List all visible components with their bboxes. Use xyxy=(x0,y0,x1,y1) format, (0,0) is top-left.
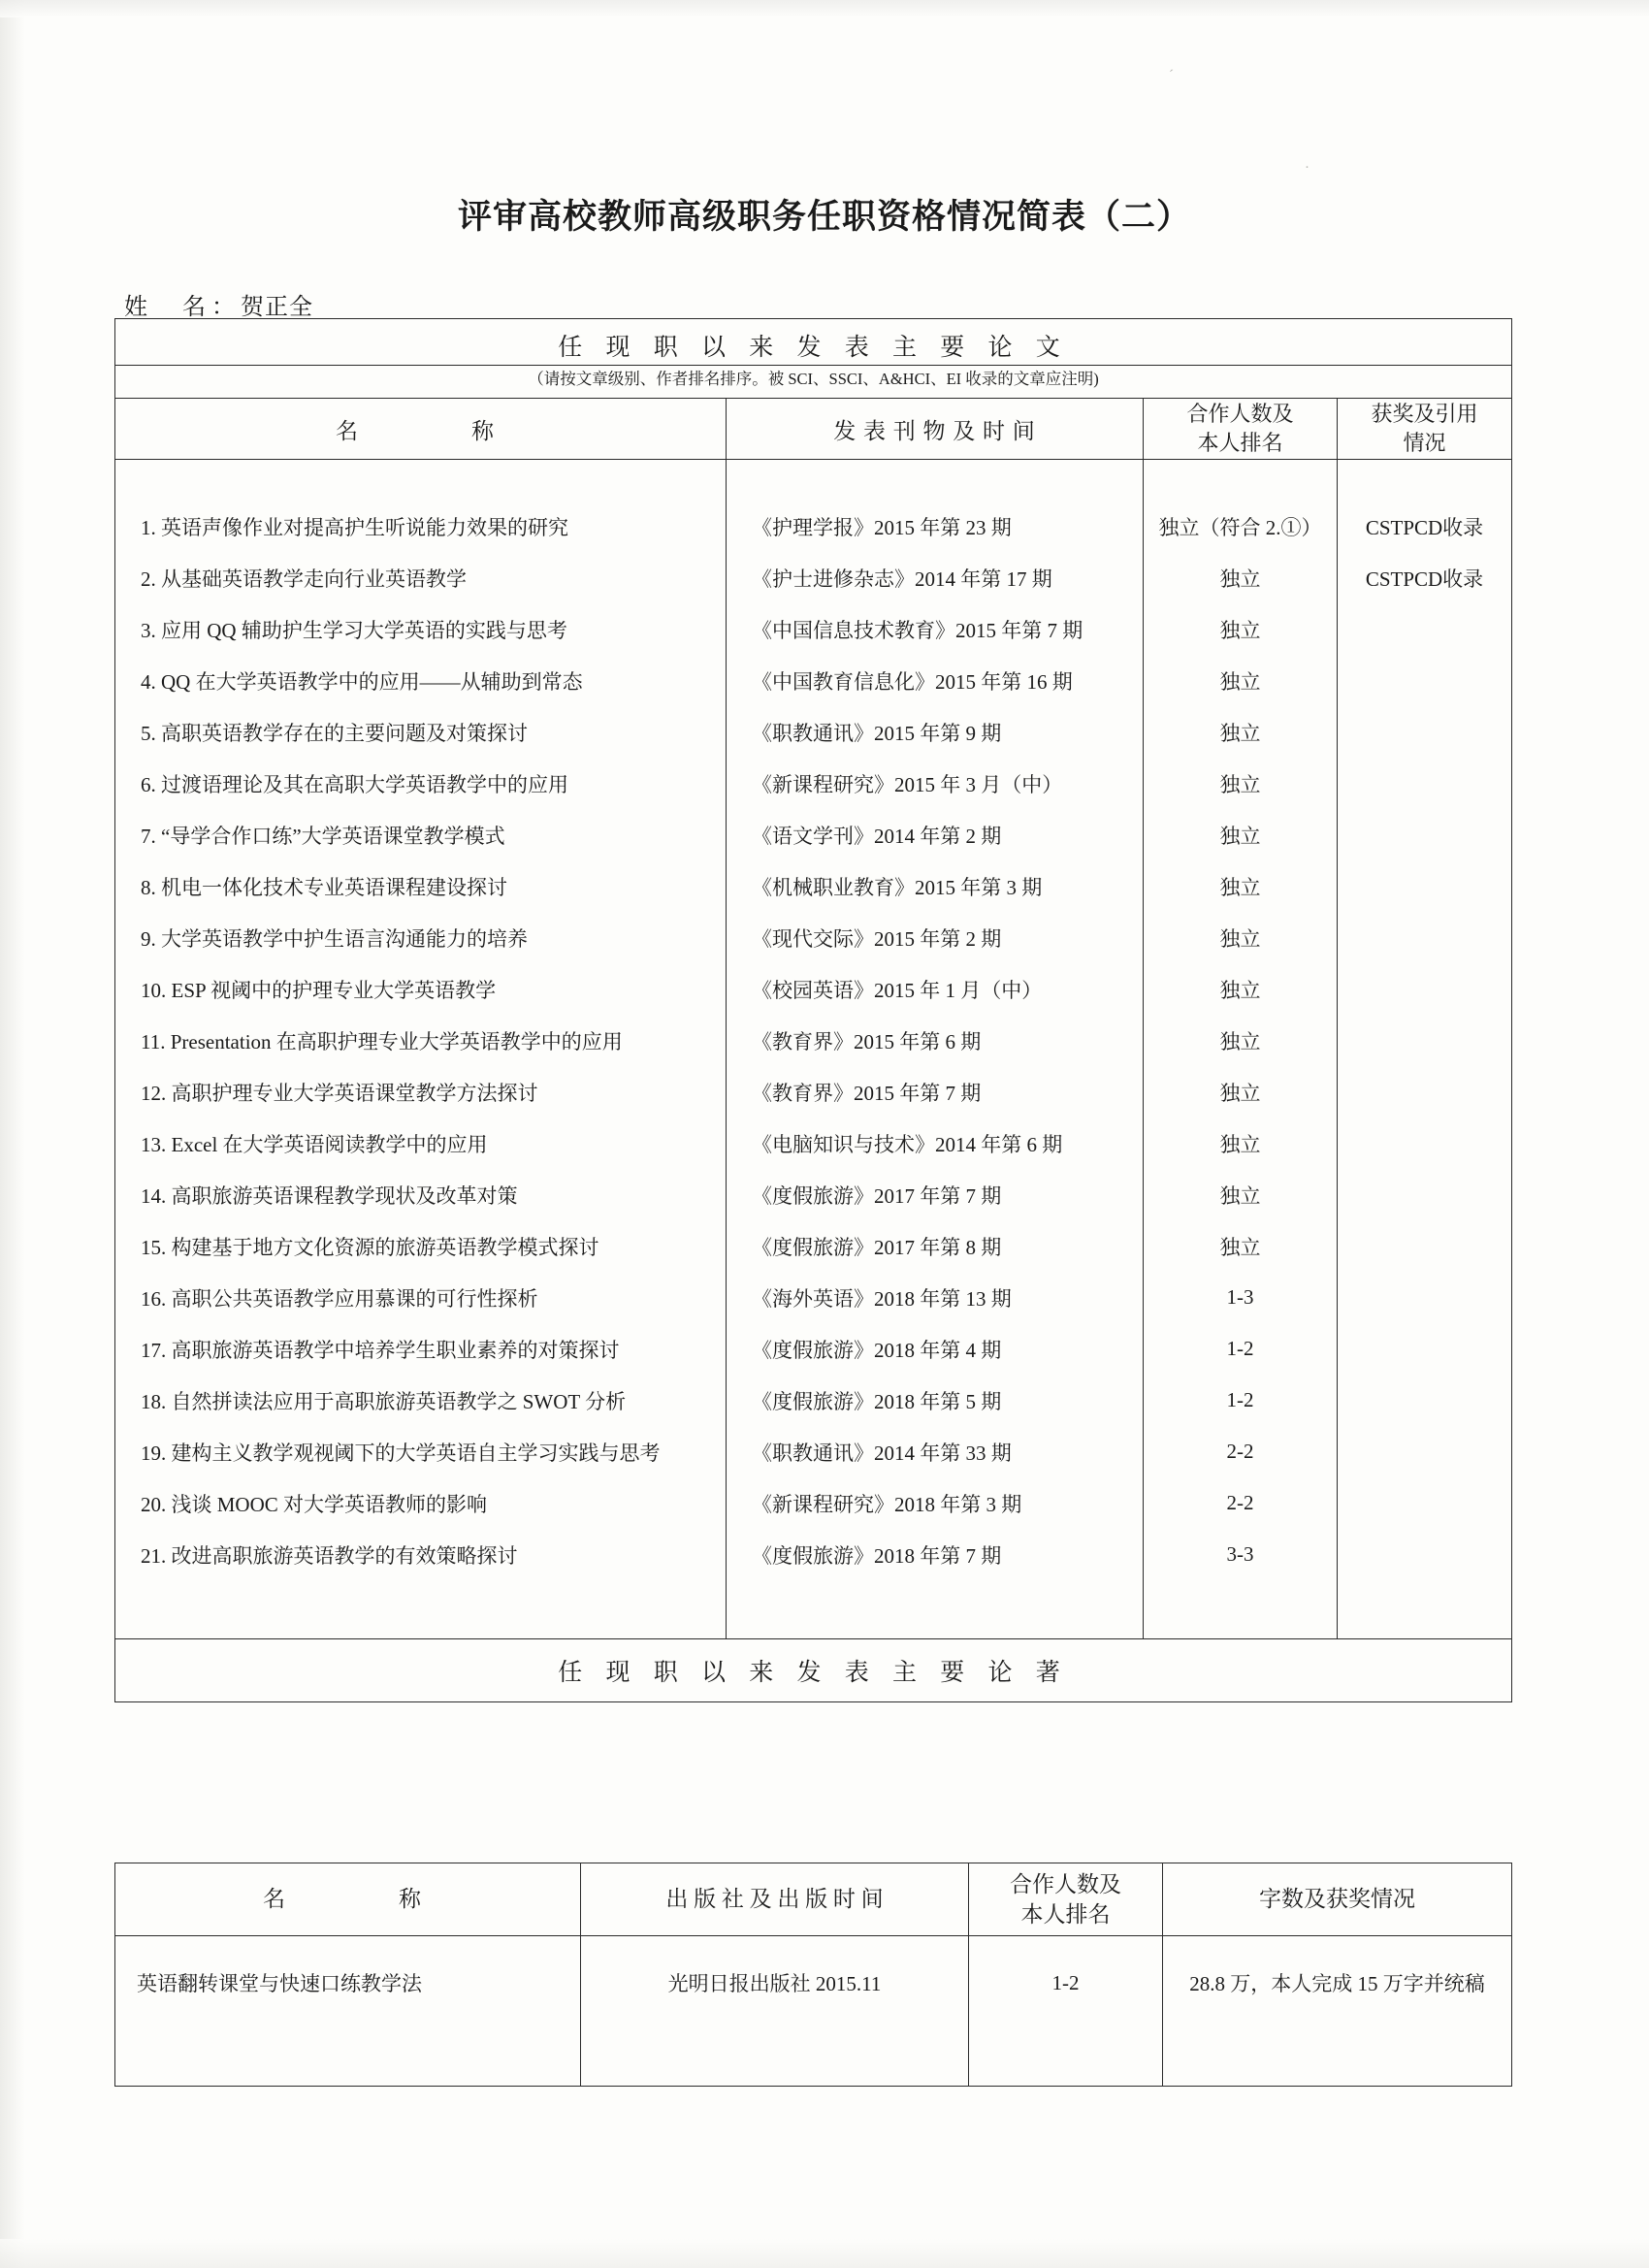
column-header-rank-line2: 本人排名 xyxy=(1197,431,1283,455)
blank-cell-journal xyxy=(727,1580,1144,1639)
table-row xyxy=(115,1477,1512,1529)
paper-journal: 《新课程研究》2015 年 3 月（中） xyxy=(727,758,1144,809)
paper-rank: 2-2 xyxy=(1144,1477,1338,1529)
paper-rank: 1-2 xyxy=(1144,1323,1338,1375)
blank-cell-words xyxy=(1163,2029,1512,2087)
column-header-rank xyxy=(1144,399,1338,460)
paper-rank: 2-2 xyxy=(1144,1426,1338,1477)
paper-name: 12. 高职护理专业大学英语课堂教学方法探讨 xyxy=(115,1066,727,1118)
blank-cell-award xyxy=(1338,1580,1512,1639)
paper-name: 11. Presentation 在高职护理专业大学英语教学中的应用 xyxy=(115,1015,727,1066)
column-header-name: 名 称 xyxy=(115,399,727,460)
column-header-award-line1: 获奖及引用 xyxy=(1371,402,1478,427)
paper-award xyxy=(1338,1529,1512,1580)
paper-rank: 独立 xyxy=(1144,552,1338,603)
blank-cell-book-rank xyxy=(969,2029,1163,2087)
table-row xyxy=(115,552,1512,603)
page-title: 评审高校教师高级职务任职资格情况简表（二） xyxy=(457,198,1191,236)
table-row xyxy=(115,860,1512,912)
paper-name: 9. 大学英语教学中护生语言沟通能力的培养 xyxy=(115,912,727,963)
table-row xyxy=(115,1272,1512,1323)
paper-rank: 独立（符合 2.①） xyxy=(1144,501,1338,552)
paper-rank: 独立 xyxy=(1144,860,1338,912)
column-header-rank-line1: 合作人数及 xyxy=(1186,402,1294,427)
papers-header-row xyxy=(115,399,1512,460)
person-name-line xyxy=(124,287,313,321)
papers-section-heading: 任 现 职 以 来 发 表 主 要 论 文 xyxy=(115,319,1512,366)
blank-cell-publisher xyxy=(581,2029,969,2087)
paper-rank: 独立 xyxy=(1144,1220,1338,1272)
paper-award xyxy=(1338,809,1512,860)
papers-bottom-blank-row xyxy=(115,1580,1512,1639)
paper-name: 14. 高职旅游英语课程教学现状及改革对策 xyxy=(115,1169,727,1220)
paper-name: 1. 英语声像作业对提高护生听说能力效果的研究 xyxy=(115,501,727,552)
paper-award xyxy=(1338,1375,1512,1426)
papers-section-heading-row xyxy=(115,319,1512,366)
table-row xyxy=(115,758,1512,809)
paper-award xyxy=(1338,1272,1512,1323)
book-words: 28.8 万，本人完成 15 万字并统稿 xyxy=(1163,1936,1512,2030)
books-bottom-blank-row xyxy=(115,2029,1512,2087)
paper-journal: 《现代交际》2015 年第 2 期 xyxy=(727,912,1144,963)
column-header-journal: 发 表 刊 物 及 时 间 xyxy=(727,399,1144,460)
papers-top-spacer-row xyxy=(115,460,1512,502)
table-row xyxy=(115,1220,1512,1272)
paper-award xyxy=(1338,706,1512,758)
paper-name: 17. 高职旅游英语教学中培养学生职业素养的对策探讨 xyxy=(115,1323,727,1375)
name-value: 贺正全 xyxy=(241,295,313,320)
table-row xyxy=(115,1426,1512,1477)
paper-journal: 《语文学刊》2014 年第 2 期 xyxy=(727,809,1144,860)
paper-rank: 1-2 xyxy=(1144,1375,1338,1426)
column-header-book-name: 名 称 xyxy=(115,1863,581,1936)
paper-journal: 《度假旅游》2018 年第 5 期 xyxy=(727,1375,1144,1426)
paper-rank: 独立 xyxy=(1144,706,1338,758)
table-row xyxy=(115,1169,1512,1220)
paper-journal: 《度假旅游》2017 年第 8 期 xyxy=(727,1220,1144,1272)
paper-rank: 独立 xyxy=(1144,809,1338,860)
paper-name: 5. 高职英语教学存在的主要问题及对策探讨 xyxy=(115,706,727,758)
paper-award xyxy=(1338,655,1512,706)
paper-journal: 《教育界》2015 年第 7 期 xyxy=(727,1066,1144,1118)
paper-name: 21. 改进高职旅游英语教学的有效策略探讨 xyxy=(115,1529,727,1580)
paper-journal: 《校园英语》2015 年 1 月（中） xyxy=(727,963,1144,1015)
spacer-cell-award xyxy=(1338,460,1512,502)
paper-name: 3. 应用 QQ 辅助护生学习大学英语的实践与思考 xyxy=(115,603,727,655)
paper-award xyxy=(1338,1323,1512,1375)
paper-journal: 《教育界》2015 年第 6 期 xyxy=(727,1015,1144,1066)
paper-name: 6. 过渡语理论及其在高职大学英语教学中的应用 xyxy=(115,758,727,809)
table-row xyxy=(115,655,1512,706)
paper-award: CSTPCD收录 xyxy=(1338,501,1512,552)
paper-name: 19. 建构主义教学观视阈下的大学英语自主学习实践与思考 xyxy=(115,1426,727,1477)
paper-award xyxy=(1338,860,1512,912)
paper-award xyxy=(1338,1066,1512,1118)
paper-rank: 独立 xyxy=(1144,963,1338,1015)
paper-rank: 独立 xyxy=(1144,603,1338,655)
spacer-cell-rank xyxy=(1144,460,1338,502)
table-row xyxy=(115,1118,1512,1169)
paper-name: 20. 浅谈 MOOC 对大学英语教师的影响 xyxy=(115,1477,727,1529)
paper-award xyxy=(1338,1015,1512,1066)
scan-edge-left xyxy=(0,0,25,2268)
column-header-book-rank-line1: 合作人数及 xyxy=(1010,1871,1121,1896)
paper-name: 18. 自然拼读法应用于高职旅游英语教学之 SWOT 分析 xyxy=(115,1375,727,1426)
paper-award xyxy=(1338,1477,1512,1529)
table-row xyxy=(115,1375,1512,1426)
paper-journal: 《职教通讯》2014 年第 33 期 xyxy=(727,1426,1144,1477)
table-row xyxy=(115,1323,1512,1375)
paper-name: 15. 构建基于地方文化资源的旅游英语教学模式探讨 xyxy=(115,1220,727,1272)
paper-journal: 《机械职业教育》2015 年第 3 期 xyxy=(727,860,1144,912)
paper-award xyxy=(1338,963,1512,1015)
blank-cell-rank xyxy=(1144,1580,1338,1639)
paper-name: 16. 高职公共英语教学应用慕课的可行性探析 xyxy=(115,1272,727,1323)
column-header-award-line2: 情况 xyxy=(1403,431,1446,455)
table-row xyxy=(115,1529,1512,1580)
paper-journal: 《中国信息技术教育》2015 年第 7 期 xyxy=(727,603,1144,655)
papers-section-subheading-row xyxy=(115,366,1512,399)
table-row xyxy=(115,1936,1512,2030)
scan-edge-bottom xyxy=(0,2239,1649,2268)
table-row xyxy=(115,706,1512,758)
table-row xyxy=(115,1015,1512,1066)
paper-rank: 独立 xyxy=(1144,1169,1338,1220)
paper-name: 2. 从基础英语教学走向行业英语教学 xyxy=(115,552,727,603)
paper-name: 13. Excel 在大学英语阅读教学中的应用 xyxy=(115,1118,727,1169)
paper-rank: 1-3 xyxy=(1144,1272,1338,1323)
table-row xyxy=(115,912,1512,963)
books-section-heading-row xyxy=(115,1639,1512,1702)
column-header-book-rank xyxy=(969,1863,1163,1936)
paper-award xyxy=(1338,912,1512,963)
paper-journal: 《海外英语》2018 年第 13 期 xyxy=(727,1272,1144,1323)
name-label: 姓 名： xyxy=(124,295,241,320)
paper-award xyxy=(1338,1169,1512,1220)
column-header-words: 字数及获奖情况 xyxy=(1163,1863,1512,1936)
paper-journal: 《护理学报》2015 年第 23 期 xyxy=(727,501,1144,552)
spacer-cell-name xyxy=(115,460,727,502)
qualification-table xyxy=(114,318,1512,1702)
paper-journal: 《中国教育信息化》2015 年第 16 期 xyxy=(727,655,1144,706)
paper-award xyxy=(1338,1118,1512,1169)
book-rank: 1-2 xyxy=(969,1936,1163,2030)
paper-rank: 独立 xyxy=(1144,655,1338,706)
paper-name: 4. QQ 在大学英语教学中的应用——从辅助到常态 xyxy=(115,655,727,706)
paper-journal: 《护士进修杂志》2014 年第 17 期 xyxy=(727,552,1144,603)
paper-rank: 3-3 xyxy=(1144,1529,1338,1580)
paper-award xyxy=(1338,1426,1512,1477)
paper-journal: 《度假旅游》2017 年第 7 期 xyxy=(727,1169,1144,1220)
papers-section-subheading: （请按文章级别、作者排名排序。被 SCI、SSCI、A&HCI、EI 收录的文章应注明) xyxy=(115,366,1512,399)
table-row xyxy=(115,1066,1512,1118)
scan-speck: ˊ xyxy=(1169,68,1174,83)
paper-journal: 《电脑知识与技术》2014 年第 6 期 xyxy=(727,1118,1144,1169)
table-row xyxy=(115,809,1512,860)
column-header-book-rank-line2: 本人排名 xyxy=(1020,1902,1111,1927)
books-table xyxy=(114,1863,1512,2087)
paper-rank: 独立 xyxy=(1144,1066,1338,1118)
book-publisher: 光明日报出版社 2015.11 xyxy=(581,1936,969,2030)
book-name: 英语翻转课堂与快速口练教学法 xyxy=(115,1936,581,2030)
paper-journal: 《度假旅游》2018 年第 7 期 xyxy=(727,1529,1144,1580)
scan-edge-top xyxy=(0,0,1649,17)
table-row xyxy=(115,963,1512,1015)
table-row xyxy=(115,501,1512,552)
paper-rank: 独立 xyxy=(1144,1118,1338,1169)
spacer-cell-journal xyxy=(727,460,1144,502)
paper-rank: 独立 xyxy=(1144,912,1338,963)
paper-name: 10. ESP 视阈中的护理专业大学英语教学 xyxy=(115,963,727,1015)
paper-journal: 《新课程研究》2018 年第 3 期 xyxy=(727,1477,1144,1529)
paper-journal: 《度假旅游》2018 年第 4 期 xyxy=(727,1323,1144,1375)
paper-award xyxy=(1338,603,1512,655)
paper-journal: 《职教通讯》2015 年第 9 期 xyxy=(727,706,1144,758)
scan-speck-2: · xyxy=(1305,160,1310,176)
paper-award xyxy=(1338,1220,1512,1272)
blank-cell-name xyxy=(115,1580,727,1639)
paper-name: 7. “导学合作口练”大学英语课堂教学模式 xyxy=(115,809,727,860)
paper-rank: 独立 xyxy=(1144,1015,1338,1066)
column-header-publisher: 出 版 社 及 出 版 时 间 xyxy=(581,1863,969,1936)
paper-name: 8. 机电一体化技术专业英语课程建设探讨 xyxy=(115,860,727,912)
blank-cell-book-name xyxy=(115,2029,581,2087)
paper-award: CSTPCD收录 xyxy=(1338,552,1512,603)
books-header-row xyxy=(115,1863,1512,1936)
table-row xyxy=(115,603,1512,655)
books-section-heading: 任 现 职 以 来 发 表 主 要 论 著 xyxy=(115,1639,1512,1702)
paper-award xyxy=(1338,758,1512,809)
paper-rank: 独立 xyxy=(1144,758,1338,809)
column-header-award xyxy=(1338,399,1512,460)
